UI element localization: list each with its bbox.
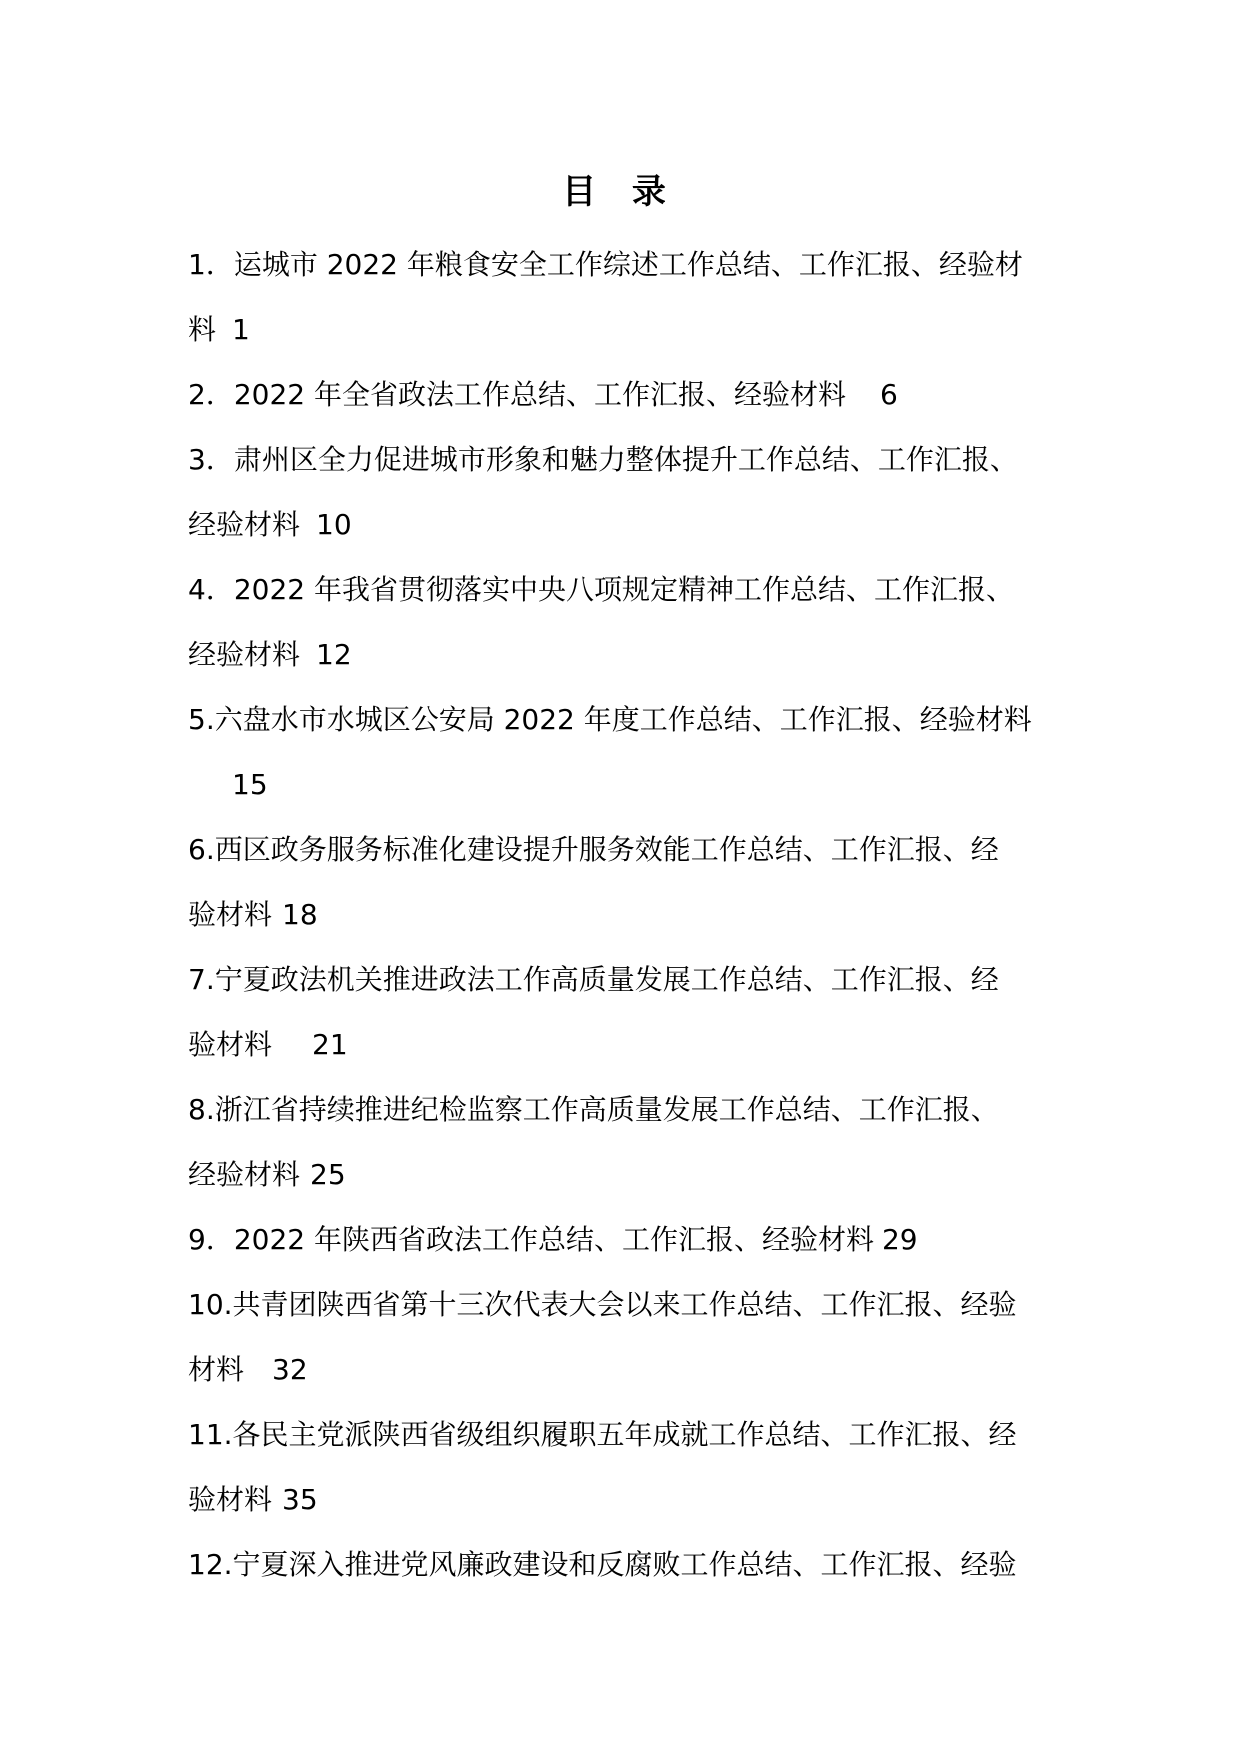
toc-entry-text: 3．肃州区全力促进城市形象和魅力整体提升工作总结、工作汇报、 xyxy=(188,443,1018,476)
toc-page-number: 18 xyxy=(282,898,318,931)
toc-entry-text: 经验材料 xyxy=(188,1158,301,1191)
toc-line xyxy=(188,817,1068,882)
toc-line xyxy=(188,1402,1068,1467)
toc-line xyxy=(188,232,1068,297)
toc-line xyxy=(188,297,1068,362)
toc-line xyxy=(188,1337,1068,1402)
toc-line xyxy=(188,1532,1068,1597)
toc-line xyxy=(188,687,1068,752)
toc-line xyxy=(188,557,1068,622)
toc-entry-text: 6.西区政务服务标准化建设提升服务效能工作总结、工作汇报、经 xyxy=(188,833,999,866)
toc-entry-text: 8.浙江省持续推进纪检监察工作高质量发展工作总结、工作汇报、 xyxy=(188,1093,999,1126)
toc-entry-text: 5.六盘水市水城区公安局 2022 年度工作总结、工作汇报、经验材料 xyxy=(188,703,1032,736)
toc-entry-text: 12.宁夏深入推进党风廉政建设和反腐败工作总结、工作汇报、经验 xyxy=(188,1548,1017,1581)
toc-line xyxy=(188,1467,1068,1532)
toc-entry-text: 验材料 xyxy=(188,1483,273,1516)
toc-page-number: 32 xyxy=(272,1353,308,1386)
toc-page-number: 1 xyxy=(232,313,250,346)
toc-line xyxy=(188,362,1068,427)
toc-entry-text: 7.宁夏政法机关推进政法工作高质量发展工作总结、工作汇报、经 xyxy=(188,963,999,996)
toc-entry-text: 1．运城市 2022 年粮食安全工作综述工作总结、工作汇报、经验材 xyxy=(188,248,1023,281)
toc-title: 目 录 xyxy=(562,172,678,212)
toc-line xyxy=(188,1272,1068,1337)
toc-entry-text: 验材料 xyxy=(188,898,273,931)
toc-page-number: 21 xyxy=(312,1028,348,1061)
toc-page-number: 10 xyxy=(316,508,352,541)
toc-line xyxy=(188,1207,1068,1272)
toc-entry-text: 经验材料 xyxy=(188,638,301,671)
toc-page-number: 35 xyxy=(282,1483,318,1516)
toc-entry-text: 9．2022 年陕西省政法工作总结、工作汇报、经验材料 xyxy=(188,1223,874,1256)
toc-page-number: 15 xyxy=(232,768,268,801)
toc-line xyxy=(188,427,1068,492)
toc-entry-text: 2．2022 年全省政法工作总结、工作汇报、经验材料 xyxy=(188,378,846,411)
toc-list xyxy=(188,232,1068,1597)
toc-entry-text: 4．2022 年我省贯彻落实中央八项规定精神工作总结、工作汇报、 xyxy=(188,573,1014,606)
toc-page-number: 12 xyxy=(316,638,352,671)
toc-line xyxy=(188,1142,1068,1207)
toc-line xyxy=(188,752,1068,817)
toc-page-number: 29 xyxy=(881,1223,918,1256)
toc-page-number: 6 xyxy=(879,378,898,411)
toc-page-number: 25 xyxy=(310,1158,346,1191)
toc-line xyxy=(188,882,1068,947)
toc-line xyxy=(188,622,1068,687)
toc-line xyxy=(188,1077,1068,1142)
toc-entry-text: 材料 xyxy=(188,1353,245,1386)
toc-entry-text: 料 xyxy=(188,313,217,346)
toc-entry-text: 经验材料 xyxy=(188,508,301,541)
toc-entry-text: 11.各民主党派陕西省级组织履职五年成就工作总结、工作汇报、经 xyxy=(188,1418,1017,1451)
toc-entry-text: 10.共青团陕西省第十三次代表大会以来工作总结、工作汇报、经验 xyxy=(188,1288,1017,1321)
toc-line xyxy=(188,947,1068,1012)
toc-line xyxy=(188,492,1068,557)
toc-line xyxy=(188,1012,1068,1077)
toc-entry-text: 验材料 xyxy=(188,1028,273,1061)
